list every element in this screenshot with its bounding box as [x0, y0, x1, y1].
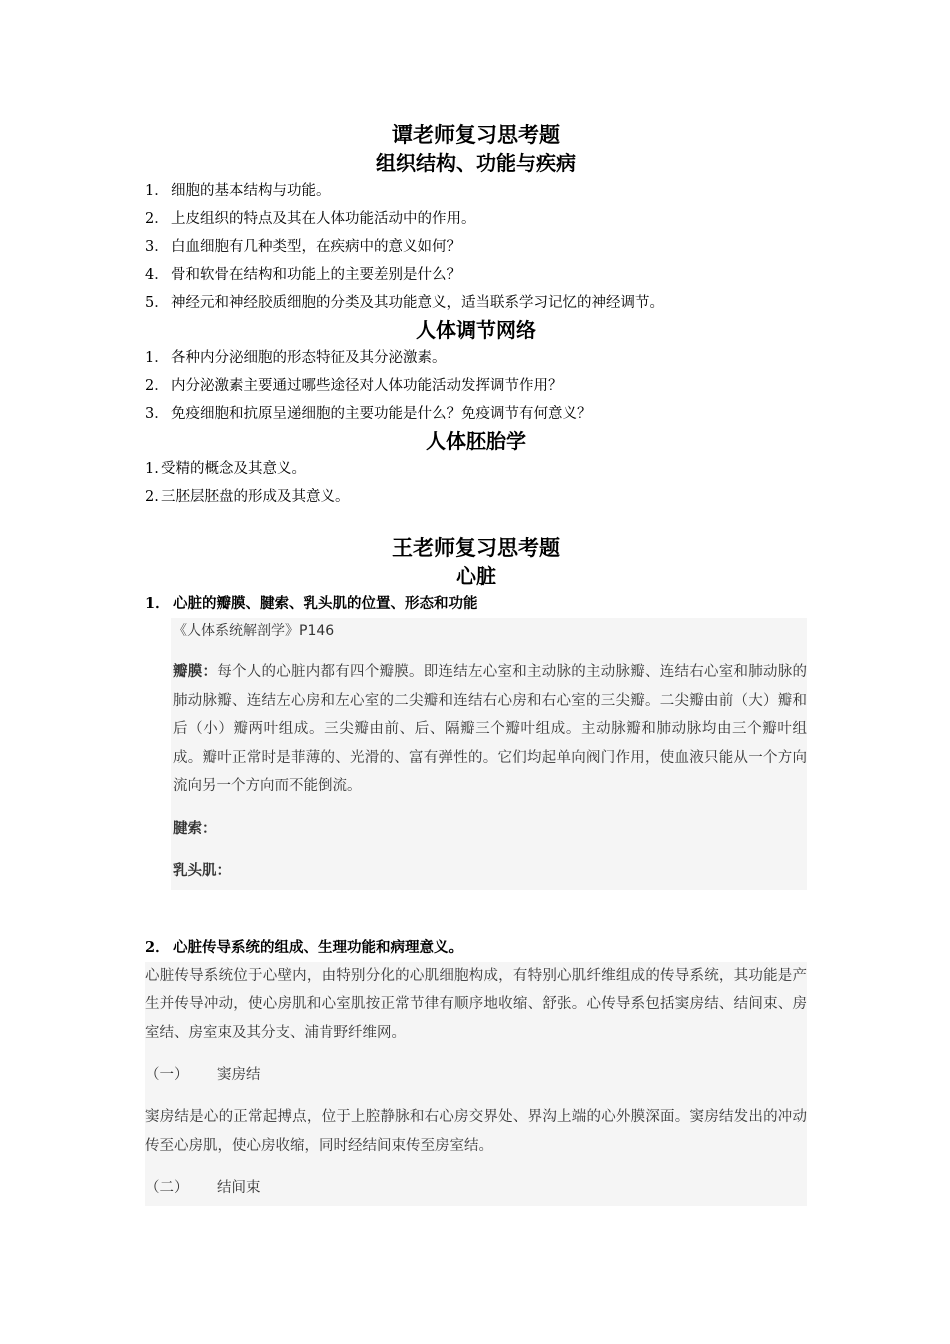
- list-item: 5． 神经元和神经胶质细胞的分类及其功能意义，适当联系学习记忆的神经调节。: [145, 295, 664, 311]
- chordae-label: 腱索：: [173, 819, 217, 837]
- list-item: 4． 骨和软骨在结构和功能上的主要差别是什么？: [145, 267, 461, 283]
- conduction-intro: 心脏传导系统位于心壁内，由特别分化的心肌细胞构成，有特别心肌纤维组成的传导系统，其功能是产生并传导冲动，使心房肌和心室肌按正常节律有顺序地收缩、舒张。心传导系包括窦房结、结间束、房室结、房室束及其分支、浦肯野纤维网。: [145, 967, 807, 1041]
- answer-1-block: [171, 618, 807, 890]
- group2-heading: 人体调节网络: [416, 318, 536, 342]
- heart-heading: 心脏: [456, 564, 496, 588]
- textbook-reference: 《人体系统解剖学》P146: [173, 623, 335, 639]
- sinoatrial-paragraph: 窦房结是心的正常起搏点，位于上腔静脉和右心房交界处、界沟上端的心外膜深面。窦房结发出的冲动传至心房肌，使心房收缩，同时经结间束传至房室结。: [145, 1109, 807, 1154]
- list-item: 1． 各种内分泌细胞的形态特征及其分泌激素。: [145, 350, 447, 366]
- subsection-2-heading: （二） 结间束: [145, 1180, 261, 1196]
- group3-heading: 人体胚胎学: [426, 429, 526, 453]
- group1-heading: 组织结构、功能与疾病: [376, 151, 576, 175]
- papillary-label: 乳头肌：: [173, 862, 231, 879]
- valve-paragraph: 瓣膜：每个人的心脏内都有四个瓣膜。即连结左心室和主动脉的主动脉瓣、连结右心室和肺动脉的肺动脉瓣、连结左心房和左心室的二尖瓣和连结右心房和右心室的三尖瓣。二尖瓣由前（大）瓣和后（小）瓣两叶组成。三尖瓣由前、后、隔瓣三个瓣叶组成。主动脉瓣和肺动脉均由三个瓣叶组成。瓣叶正常时是菲薄的、光滑的、富有弹性的。它们均起单向阀门作用，使血液只能从一个方向流向另一个方向而不能倒流。: [173, 663, 807, 794]
- list-item: 1． 细胞的基本结构与功能。: [145, 183, 331, 199]
- list-item: 2． 内分泌激素主要通过哪些途径对人体功能活动发挥调节作用？: [145, 378, 563, 394]
- section2-title: 王老师复习思考题: [392, 535, 560, 560]
- question-1: 1． 心脏的瓣膜、腱索、乳头肌的位置、形态和功能: [145, 595, 478, 612]
- list-item: 2. 三胚层胚盘的形成及其意义。: [145, 489, 350, 505]
- list-item: 3． 白血细胞有几种类型，在疾病中的意义如何？: [145, 239, 461, 255]
- list-item: 1. 受精的概念及其意义。: [145, 461, 306, 477]
- section1-title: 谭老师复习思考题: [392, 122, 560, 147]
- document-content: [145, 120, 807, 1206]
- subsection-1-heading: （一） 窦房结: [145, 1067, 261, 1083]
- question-2: 2． 心脏传导系统的组成、生理功能和病理意义。: [145, 938, 463, 956]
- list-item: 2． 上皮组织的特点及其在人体功能活动中的作用。: [145, 211, 476, 227]
- spacer: [145, 511, 807, 533]
- list-item: 3． 免疫细胞和抗原呈递细胞的主要功能是什么？免疫调节有何意义？: [145, 406, 592, 422]
- answer-2-block: [145, 962, 807, 1207]
